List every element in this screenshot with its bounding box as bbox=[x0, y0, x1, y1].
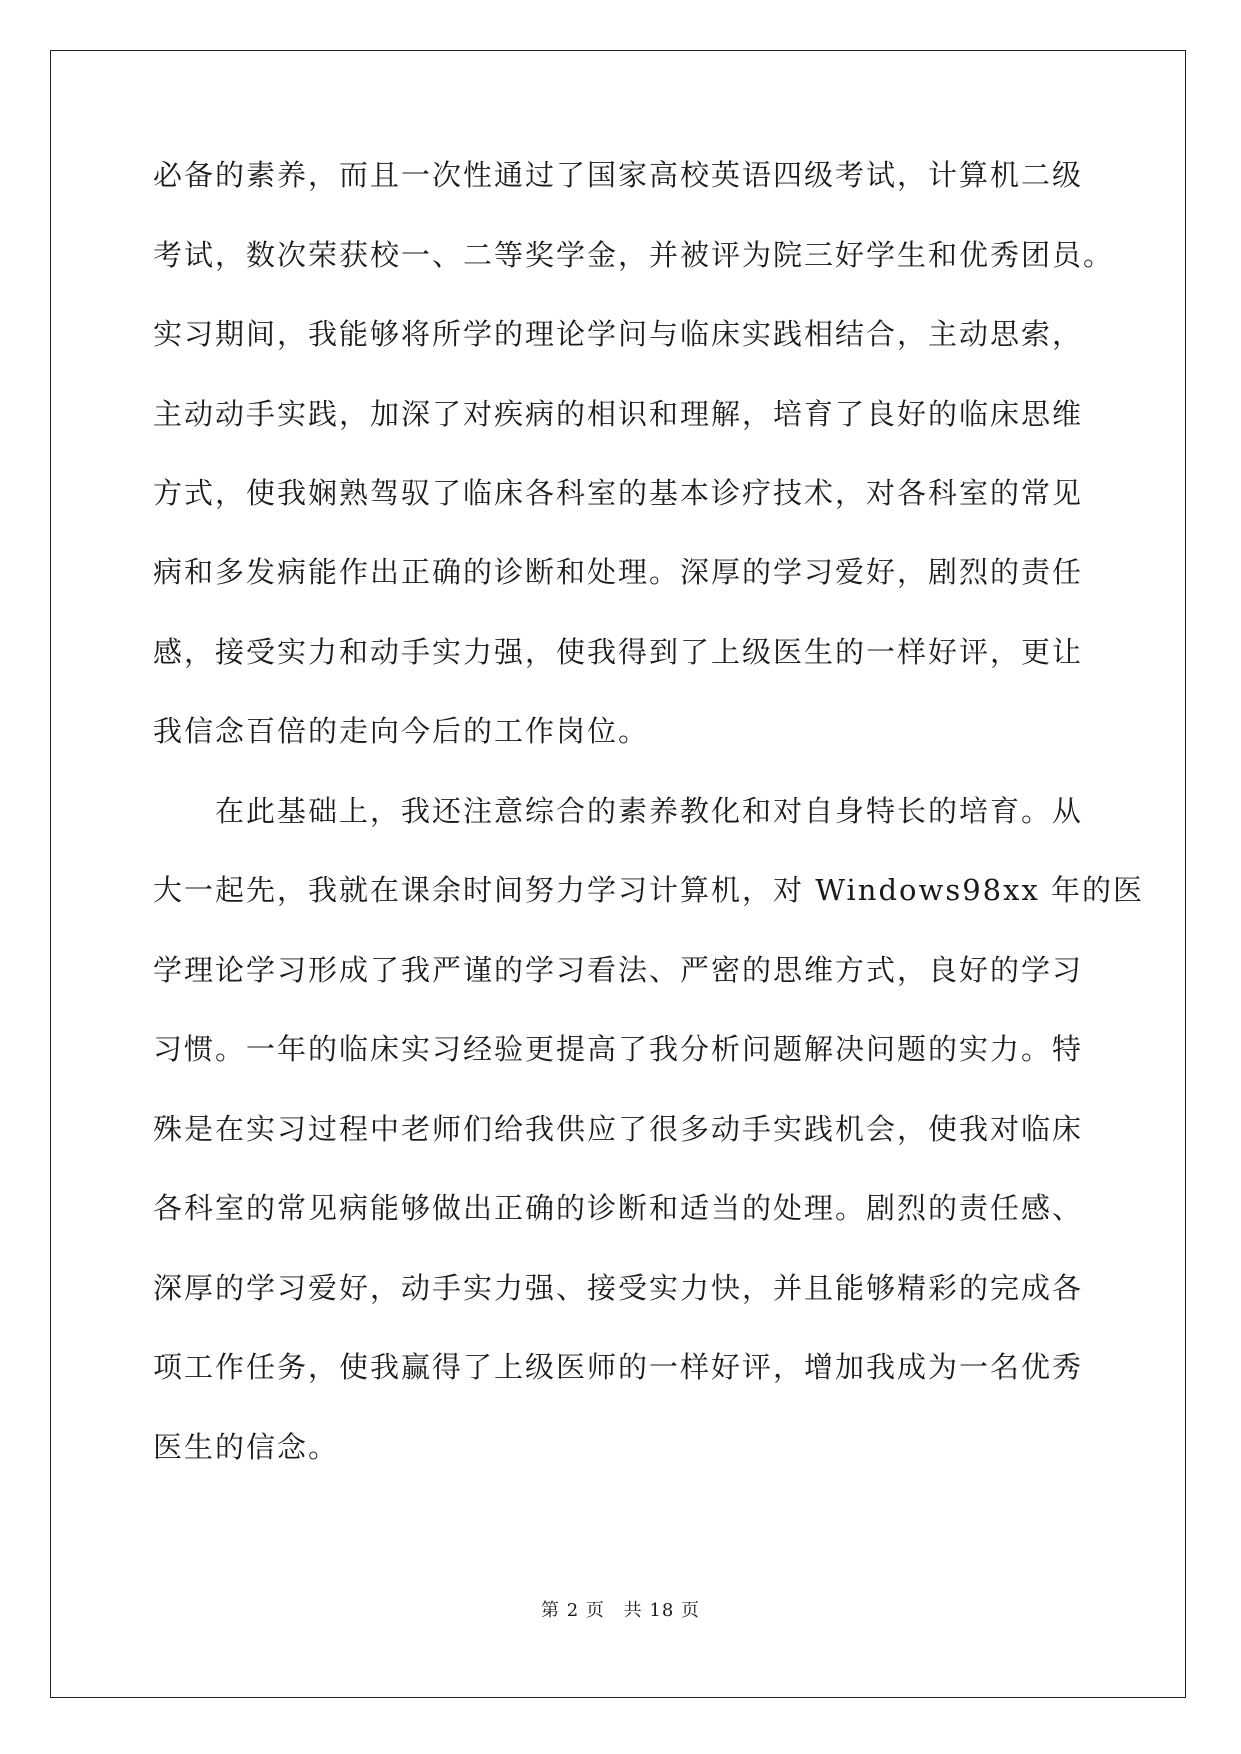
text-line-7: 感，接受实力和动手实力强，使我得到了上级医生的一样好评，更让 bbox=[153, 635, 1084, 669]
text-line-4: 主动动手实践，加深了对疾病的相识和理解，培育了良好的临床思维 bbox=[153, 397, 1084, 431]
text-line-13: 殊是在实习过程中老师们给我供应了很多动手实践机会，使我对临床 bbox=[153, 1112, 1084, 1146]
text-line-8: 我信念百倍的走向今后的工作岗位。 bbox=[153, 714, 650, 748]
text-line-11: 学理论学习形成了我严谨的学习看法、严密的思维方式，良好的学习 bbox=[153, 953, 1084, 987]
text-line-2: 考试，数次荣获校一、二等奖学金，并被评为院三好学生和优秀团员。 bbox=[153, 238, 1115, 272]
text-line-6: 病和多发病能作出正确的诊断和处理。深厚的学习爱好，剧烈的责任 bbox=[153, 555, 1084, 589]
page-number: 第 2 页 bbox=[541, 1600, 605, 1621]
text-line-10: 大一起先，我就在课余时间努力学习计算机，对 Windows98xx 年的医 bbox=[153, 873, 1145, 907]
text-line-3: 实习期间，我能够将所学的理论学问与临床实践相结合，主动思索， bbox=[153, 317, 1084, 351]
paragraph-2-first-line: 在此基础上，我还注意综合的素养教化和对自身特长的培育。从 bbox=[215, 794, 1084, 828]
text-line-5: 方式，使我娴熟驾驭了临床各科室的基本诊疗技术，对各科室的常见 bbox=[153, 476, 1084, 510]
page-footer bbox=[0, 1596, 1241, 1622]
page-total: 共 18 页 bbox=[623, 1600, 700, 1621]
text-line-1: 必备的素养，而且一次性通过了国家高校英语四级考试，计算机二级 bbox=[153, 158, 1084, 192]
text-line-12: 习惯。一年的临床实习经验更提高了我分析问题解决问题的实力。特 bbox=[153, 1032, 1084, 1066]
text-line-16: 项工作任务，使我赢得了上级医师的一样好评，增加我成为一名优秀 bbox=[153, 1350, 1084, 1384]
text-line-15: 深厚的学习爱好，动手实力强、接受实力快，并且能够精彩的完成各 bbox=[153, 1271, 1084, 1305]
text-line-14: 各科室的常见病能够做出正确的诊断和适当的处理。剧烈的责任感、 bbox=[153, 1191, 1084, 1225]
text-line-17: 医生的信念。 bbox=[153, 1430, 340, 1464]
